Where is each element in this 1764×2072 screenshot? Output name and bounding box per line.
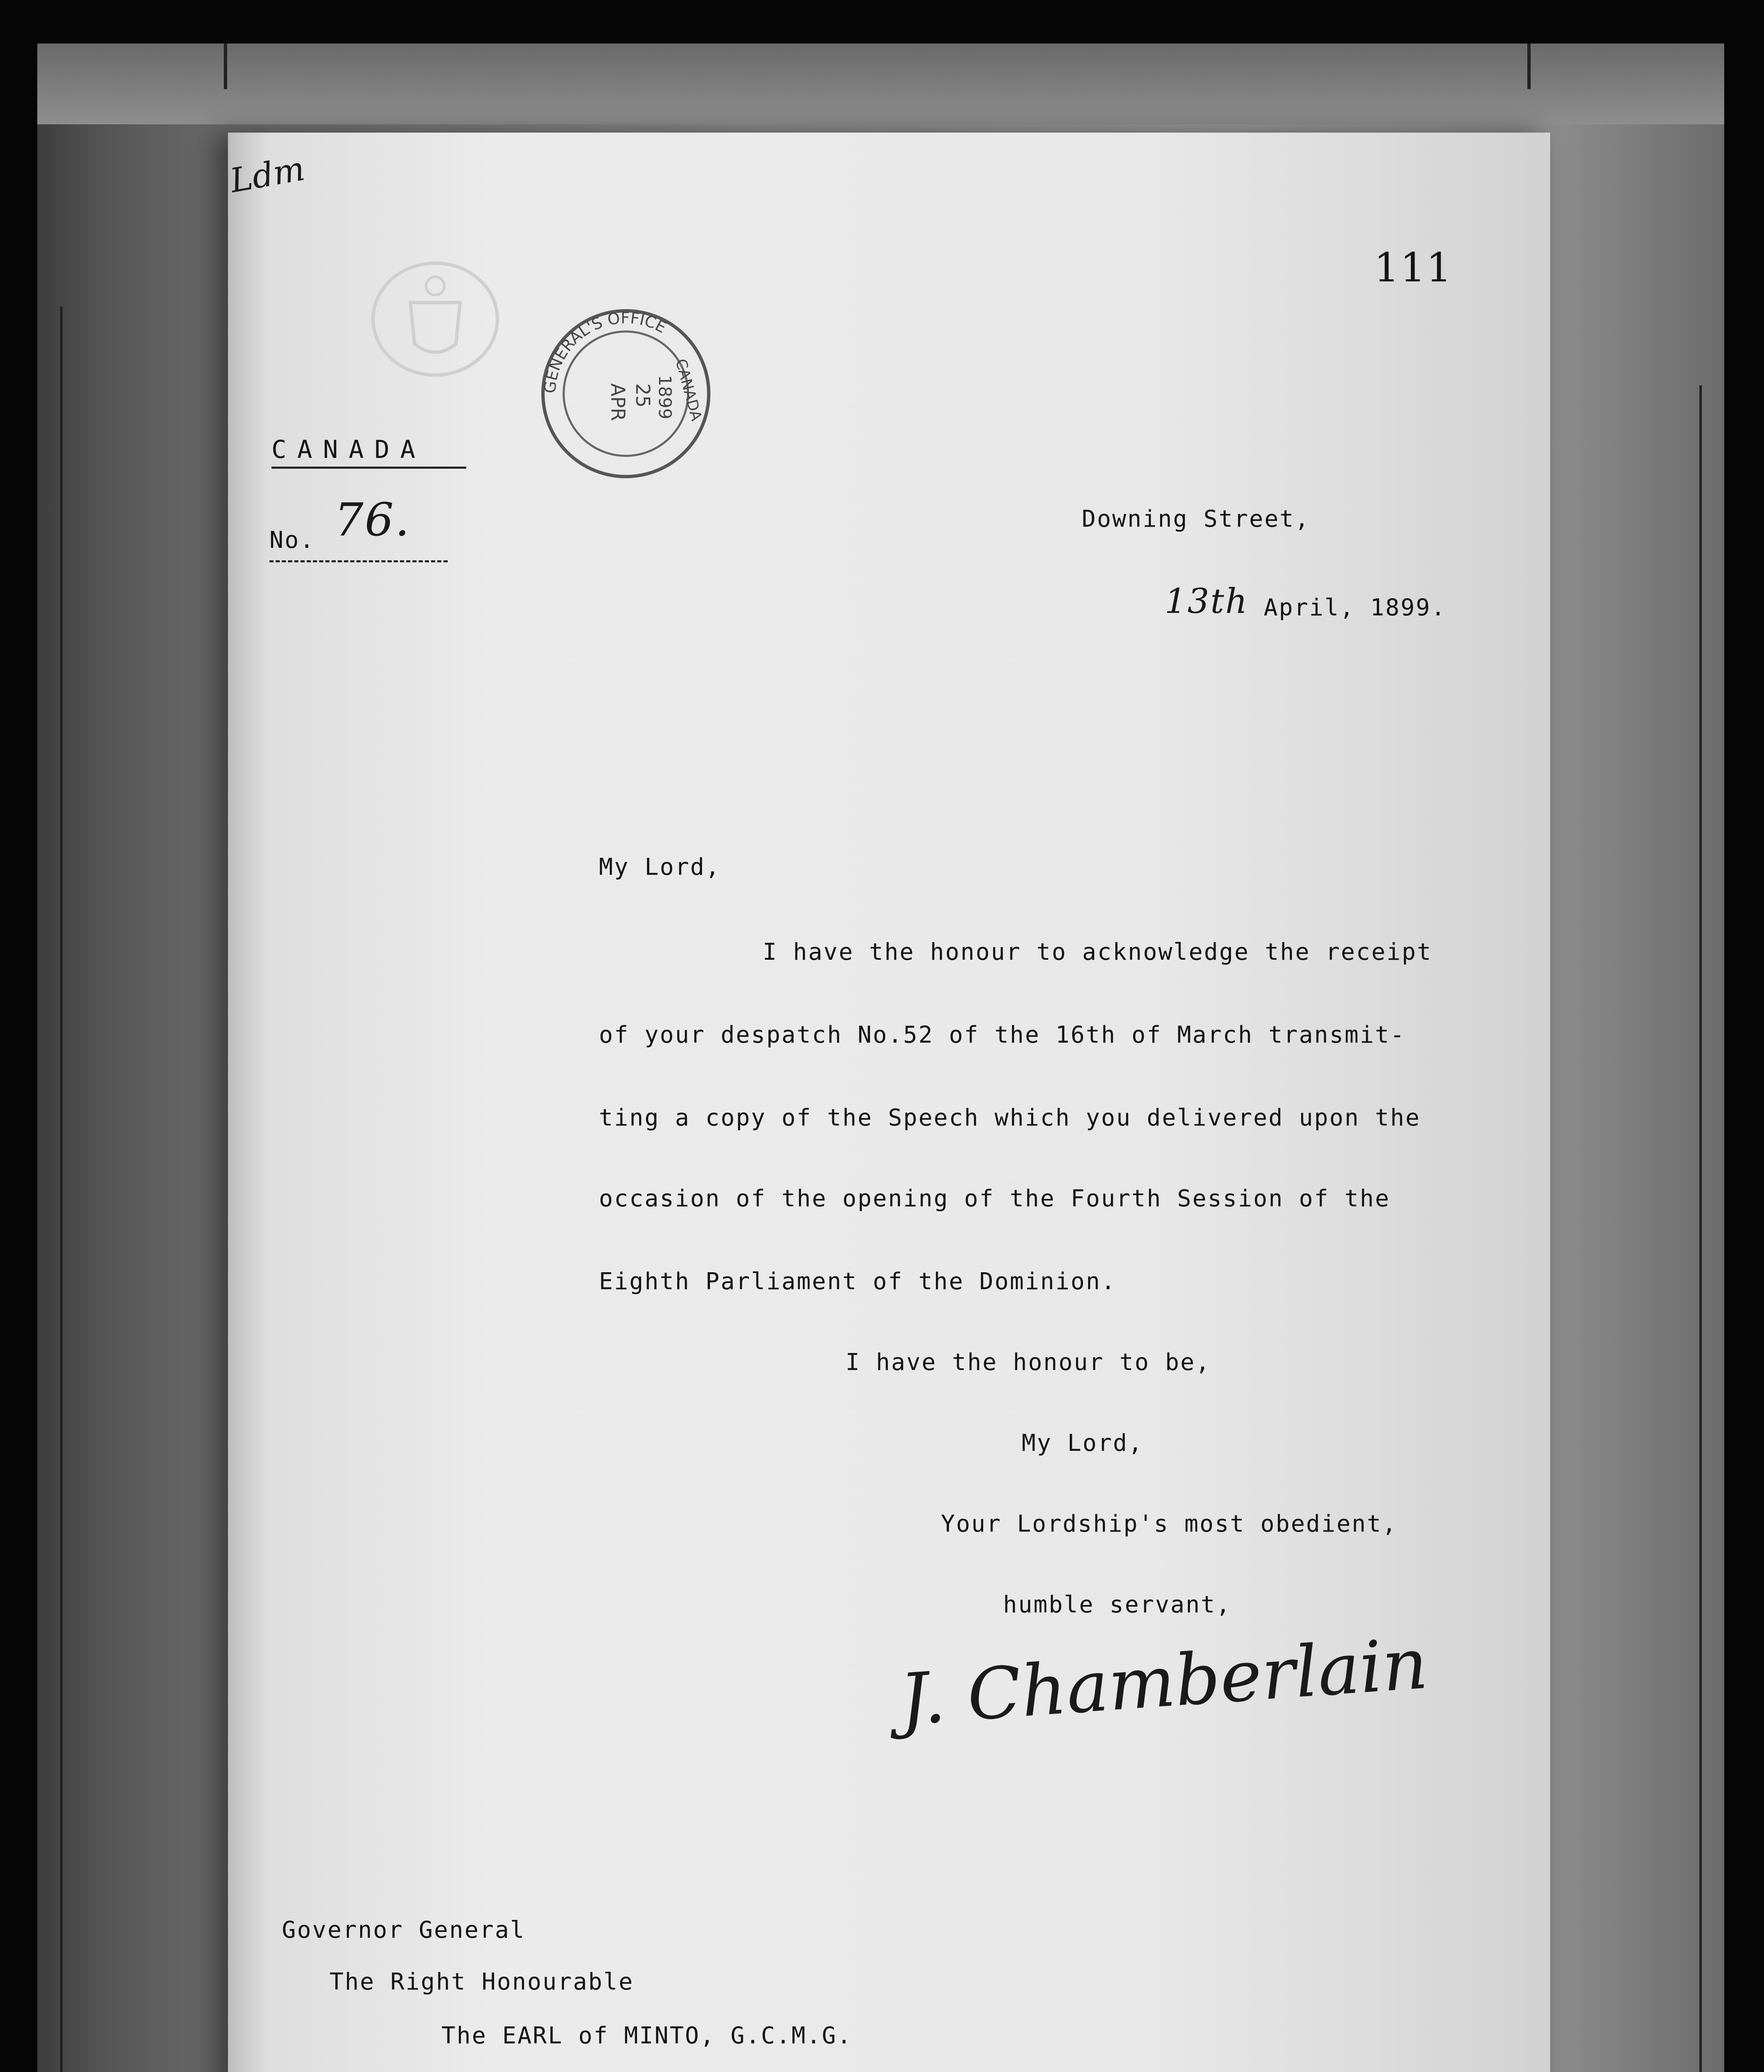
embossed-crest <box>365 257 506 381</box>
body-line-1: I have the honour to acknowledge the receipt <box>763 939 1432 966</box>
page-number: 111 <box>1374 244 1453 291</box>
stamp-month: APR <box>607 383 629 421</box>
frame-line-far-right <box>1699 385 1702 2072</box>
number-prefix: No. <box>269 527 315 554</box>
despatch-number <box>269 493 448 562</box>
pencil-mark: Ldm <box>227 149 308 200</box>
received-stamp <box>539 307 713 481</box>
body-line-4: occasion of the opening of the Fourth Session of the <box>599 1185 1391 1212</box>
number-handwritten: 76. <box>334 493 411 546</box>
body-line-5: Eighth Parliament of the Dominion. <box>599 1268 1117 1295</box>
closing-line-2: My Lord, <box>1022 1430 1144 1457</box>
body-line-3: ting a copy of the Speech which you delivered upon the <box>599 1104 1421 1131</box>
signature: J. Chamberlain <box>897 1622 1430 1742</box>
salutation: My Lord, <box>599 854 721 881</box>
mount-top-band <box>37 44 1724 124</box>
recipient-line-1: Governor General <box>282 1917 526 1944</box>
svg-text:GENERAL'S OFFICE <box>540 309 669 394</box>
stamp-country: CANADA <box>672 357 705 423</box>
closing-line-1: I have the honour to be, <box>846 1349 1211 1376</box>
letter-page <box>228 133 1550 2072</box>
recipient-line-2: The Right Honourable <box>330 1968 634 1995</box>
closing-line-3: Your Lordship's most obedient, <box>941 1510 1398 1537</box>
address-place: Downing Street, <box>1082 506 1310 533</box>
frame-line-left <box>224 44 227 89</box>
stamp-year: 1899 <box>655 375 675 419</box>
colony-heading <box>271 435 466 469</box>
body-line-2: of your despatch No.52 of the 16th of March transmit- <box>599 1021 1405 1048</box>
recipient-line-3: The EARL of MINTO, G.C.M.G. <box>441 2022 853 2049</box>
address-date <box>1165 584 1446 624</box>
date-day-handwritten: 13th <box>1165 582 1249 621</box>
frame-line-right <box>1527 44 1531 89</box>
stamp-day: 25 <box>632 383 654 408</box>
colony-name: CANADA <box>271 435 426 464</box>
stamp-arc-text: GENERAL'S OFFICE <box>540 308 669 394</box>
closing-line-4: humble servant, <box>1003 1591 1231 1618</box>
date-month-year: April, 1899. <box>1263 594 1447 621</box>
frame-line-far-left <box>60 307 63 2072</box>
